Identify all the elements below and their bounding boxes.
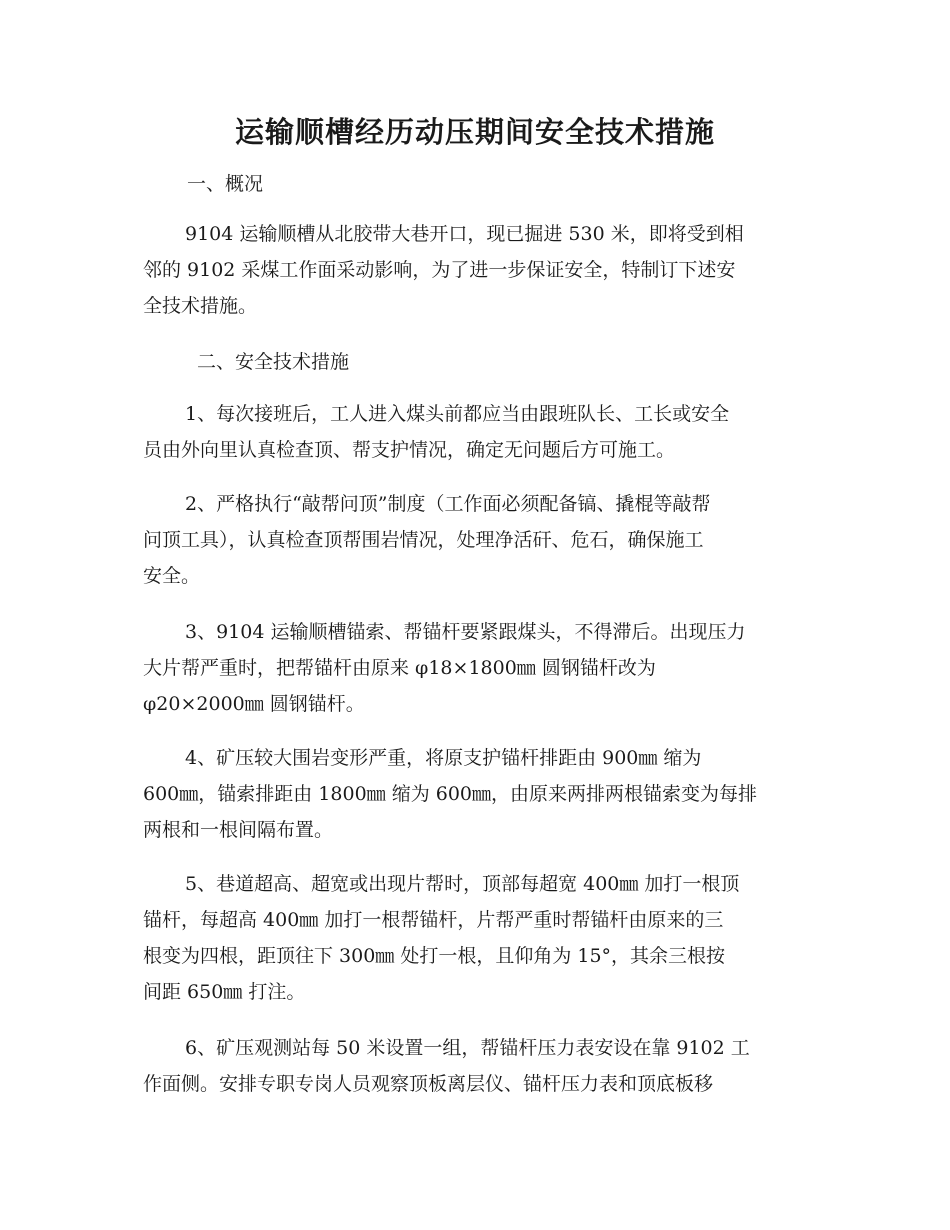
measure-line: 根变为四根，距顶往下 300㎜ 处打一根，且仰角为 15°，其余三根按 <box>143 945 726 967</box>
measure-line: 作面侧。安排专职专岗人员观察顶板离层仪、锚杆压力表和顶底板移 <box>143 1073 714 1095</box>
measure-line: 锚杆，每超高 400㎜ 加打一根帮锚杆，片帮严重时帮锚杆由原来的三 <box>143 909 724 931</box>
measure-line: 6、矿压观测站每 50 米设置一组，帮锚杆压力表安设在靠 9102 工 <box>185 1037 750 1059</box>
measure-paragraph-3 <box>143 614 807 722</box>
measure-line: 安全。 <box>143 565 201 587</box>
measure-line: 600㎜，锚索排距由 1800㎜ 缩为 600㎜，由原来两排两根锚索变为每排 <box>143 783 758 805</box>
measure-line: 问顶工具），认真检查顶帮围岩情况，处理净活矸、危石，确保施工 <box>143 529 704 551</box>
measure-paragraph-5 <box>143 866 807 1010</box>
measure-line: 大片帮严重时，把帮锚杆由原来 φ18×1800㎜ 圆钢锚杆改为 <box>143 657 656 679</box>
measure-line: 两根和一根间隔布置。 <box>143 819 334 841</box>
section-heading-measures: 二、安全技术措施 <box>197 351 350 373</box>
measure-line: 员由外向里认真检查顶、帮支护情况，确定无问题后方可施工。 <box>143 439 676 461</box>
section-heading-overview: 一、概况 <box>187 173 264 195</box>
overview-line: 全技术措施。 <box>143 295 258 317</box>
overview-line: 邻的 9102 采煤工作面采动影响，为了进一步保证安全，特制订下述安 <box>143 259 736 281</box>
measure-line: 5、巷道超高、超宽或出现片帮时，顶部每超宽 400㎜ 加打一根顶 <box>185 873 740 895</box>
measure-paragraph-4 <box>143 740 807 848</box>
measure-line: 4、矿压较大围岩变形严重，将原支护锚杆排距由 900㎜ 缩为 <box>185 747 702 769</box>
measure-line: 3、9104 运输顺槽锚索、帮锚杆要紧跟煤头，不得滞后。出现压力 <box>185 621 746 643</box>
measure-line: 2、严格执行“敲帮问顶”制度（工作面必须配备镐、撬棍等敲帮 <box>185 493 711 515</box>
measure-line: 间距 650㎜ 打注。 <box>143 981 306 1003</box>
measure-paragraph-6 <box>143 1030 807 1102</box>
measure-paragraph-2 <box>143 486 807 594</box>
overview-paragraph <box>143 216 807 324</box>
measure-line: φ20×2000㎜ 圆钢锚杆。 <box>143 693 365 715</box>
measure-line: 1、每次接班后，工人进入煤头前都应当由跟班队长、工长或安全 <box>185 403 730 425</box>
document-title: 运输顺槽经历动压期间安全技术措施 <box>234 115 715 149</box>
measure-paragraph-1 <box>143 396 807 468</box>
overview-line: 9104 运输顺槽从北胶带大巷开口，现已掘进 530 米，即将受到相 <box>185 223 744 245</box>
